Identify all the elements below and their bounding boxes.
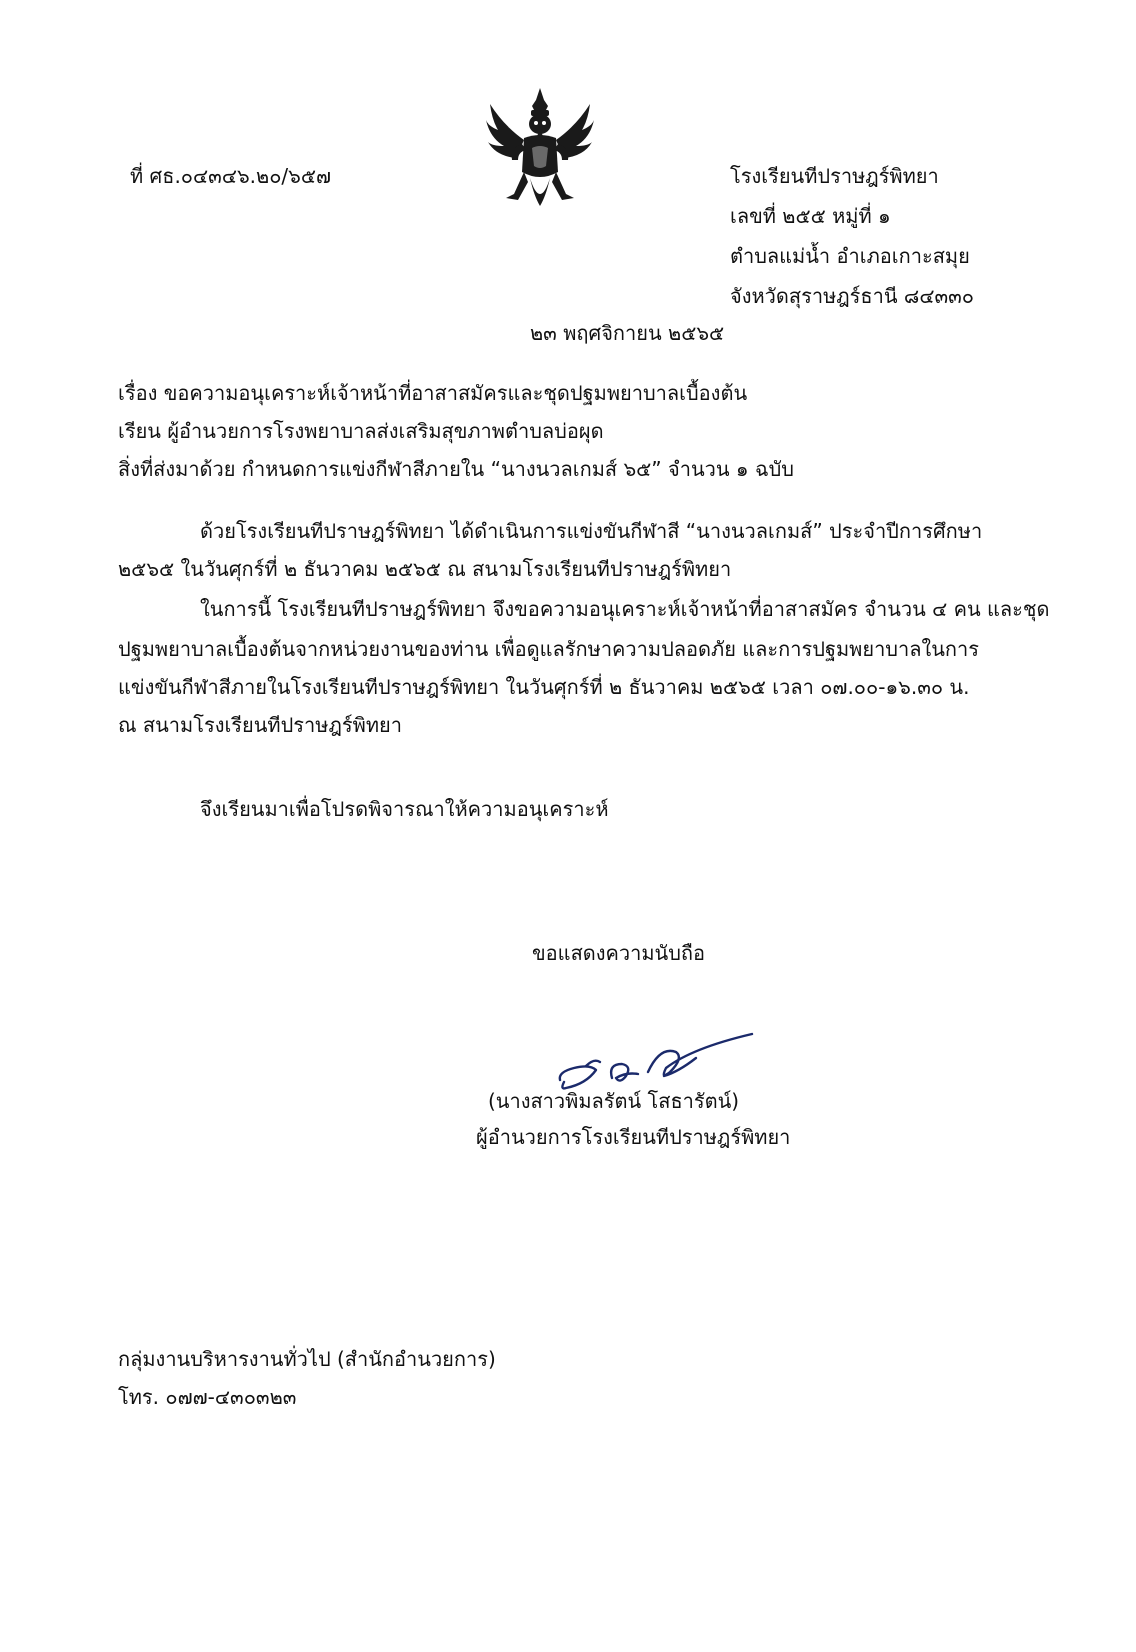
- body-paragraph-line: แข่งขันกีฬาสีภายในโรงเรียนทีปราษฎร์พิทยา ในวันศุกร์ที่ ๒ ธันวาคม ๒๕๖๕ เวลา ๐๗.๐๐-๑๖.๓๐ น.: [118, 675, 970, 699]
- closing-request: จึงเรียนมาเพื่อโปรดพิจารณาให้ความอนุเคราะห์: [200, 797, 609, 821]
- reference-number: ที่ ศธ.๐๔๓๔๖.๒๐/๖๕๗: [130, 164, 332, 188]
- sender-address-line: โรงเรียนทีปราษฎร์พิทยา: [730, 164, 939, 188]
- body-paragraph-line: ณ สนามโรงเรียนทีปราษฎร์พิทยา: [118, 713, 402, 737]
- letter-enclosure: สิ่งที่ส่งมาด้วย กำหนดการแข่งกีฬาสีภายใน “นางนวลเกมส์ ๖๕” จำนวน ๑ ฉบับ: [118, 457, 794, 481]
- letter-recipient: เรียน ผู้อำนวยการโรงพยาบาลส่งเสริมสุขภาพตำบลบ่อผุด: [118, 419, 604, 443]
- garuda-emblem-icon: [484, 86, 596, 214]
- phone-number: โทร. ๐๗๗-๔๓๐๓๒๓: [118, 1385, 297, 1409]
- department-name: กลุ่มงานบริหารงานทั่วไป (สำนักอำนวยการ): [118, 1347, 496, 1371]
- closing-salutation: ขอแสดงความนับถือ: [532, 941, 706, 965]
- sender-address-line: จังหวัดสุราษฎร์ธานี ๘๔๓๓๐: [730, 284, 975, 308]
- body-paragraph-line: ๒๕๖๕ ในวันศุกร์ที่ ๒ ธันวาคม ๒๕๖๕ ณ สนามโรงเรียนทีปราษฎร์พิทยา: [118, 557, 732, 581]
- letter-date: ๒๓ พฤศจิกายน ๒๕๖๕: [530, 321, 725, 345]
- signer-title: ผู้อำนวยการโรงเรียนทีปราษฎร์พิทยา: [476, 1125, 791, 1149]
- body-paragraph-line: ในการนี้ โรงเรียนทีปราษฎร์พิทยา จึงขอความอนุเคราะห์เจ้าหน้าที่อาสาสมัคร จำนวน ๔ คน และชุด: [200, 597, 1050, 621]
- body-paragraph-line: ด้วยโรงเรียนทีปราษฎร์พิทยา ได้ดำเนินการแข่งขันกีฬาสี “นางนวลเกมส์” ประจำปีการศึกษา: [200, 519, 983, 543]
- sender-address-line: เลขที่ ๒๕๕ หมู่ที่ ๑: [730, 204, 891, 228]
- signer-name: (นางสาวพิมลรัตน์ โสธารัตน์): [488, 1089, 740, 1113]
- sender-address-line: ตำบลแม่น้ำ อำเภอเกาะสมุย: [730, 244, 970, 268]
- body-paragraph-line: ปฐมพยาบาลเบื้องต้นจากหน่วยงานของท่าน เพื่อดูแลรักษาความปลอดภัย และการปฐมพยาบาลในการ: [118, 637, 980, 661]
- letter-subject: เรื่อง ขอความอนุเคราะห์เจ้าหน้าที่อาสาสมัครและชุดปฐมพยาบาลเบื้องต้น: [118, 381, 748, 405]
